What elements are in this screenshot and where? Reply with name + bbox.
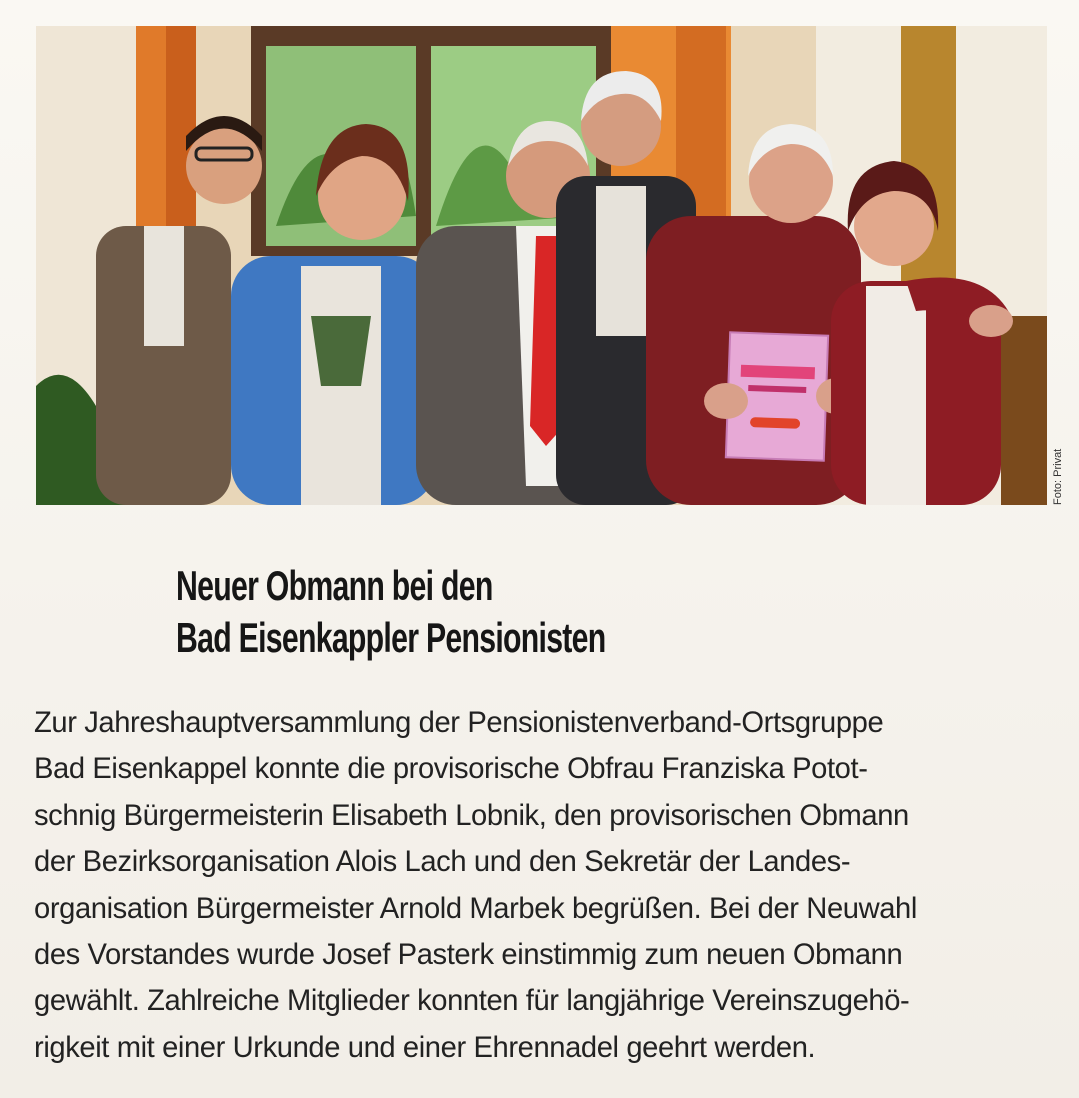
article-headline	[36, 560, 1036, 664]
body-line: des Vorstandes wurde Josef Pasterk einstimmig zum neuen Obmann	[34, 938, 903, 972]
body-line: Bad Eisenkappel konnte die provisorische Obfrau Franziska Potot-	[34, 752, 868, 786]
body-line: Zur Jahreshauptversammlung der Pensionistenverband-Ortsgruppe	[34, 706, 884, 739]
photo-credit: Foto: Privat	[1052, 448, 1064, 505]
group-photo-illustration	[36, 26, 1047, 505]
headline-line-2: Bad Eisenkappler Pensionisten	[176, 614, 606, 661]
body-line: organisation Bürgermeister Arnold Marbek begrüßen. Bei der Neuwahl	[34, 891, 917, 925]
body-line: gewählt. Zahlreiche Mitglieder konnten für langjährige Vereinszugehö-	[34, 984, 910, 1018]
article-body	[34, 700, 1054, 1071]
group-photo	[36, 26, 1047, 505]
body-line: rigkeit mit einer Urkunde und einer Ehrennadel geehrt werden.	[34, 1030, 816, 1064]
body-line: schnig Bürgermeisterin Elisabeth Lobnik, den provisorischen Obmann	[34, 798, 909, 832]
headline-line-1: Neuer Obmann bei den	[176, 562, 493, 609]
body-line: der Bezirksorganisation Alois Lach und den Sekretär der Landes-	[34, 845, 851, 879]
